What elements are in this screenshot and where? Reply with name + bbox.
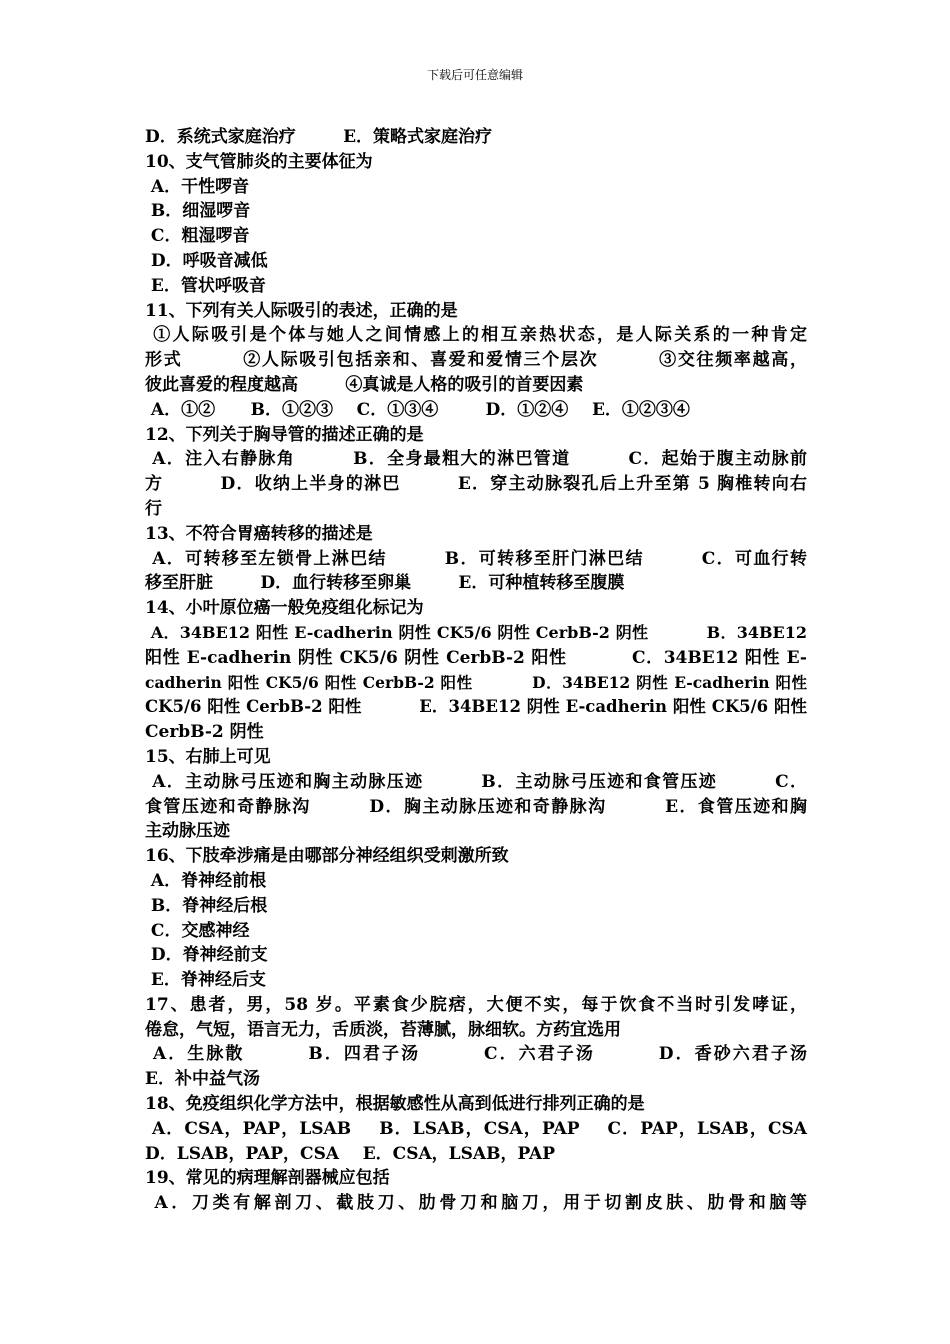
text-line: A．①② B．①②③ C．①③④ D．①②④ E．①②③④ xyxy=(145,399,690,420)
text-line: 18、免疫组织化学方法中，根据敏感性从高到低进行排列正确的是 xyxy=(145,1094,645,1115)
text-line: cadherin 阳性 CK5/6 阳性 CerbB-2 阳性 D．34BE12 阴性 E-cadherin 阳性 xyxy=(145,672,807,692)
text-line: 10、支气管肺炎的主要体征为 xyxy=(145,151,373,172)
text-line: B．细湿啰音 xyxy=(145,201,251,222)
text-line: 11、下列有关人际吸引的表述，正确的是 xyxy=(145,300,458,321)
text-line: D．LSAB，PAP，CSA E．CSA，LSAB，PAP xyxy=(145,1143,555,1164)
text-line: 14、小叶原位癌一般免疫组化标记为 xyxy=(145,598,424,619)
text-line: 12、下列关于胸导管的描述正确的是 xyxy=(145,424,424,445)
text-line: D．脊神经前支 xyxy=(145,945,268,966)
text-line: D．呼吸音减低 xyxy=(145,250,268,271)
text-line: A．CSA，PAP，LSAB B．LSAB，CSA，PAP C．PAP，LSAB，CSA xyxy=(145,1118,807,1139)
text-line: 彼此喜爱的程度越高 ④真诚是人格的吸引的首要因素 xyxy=(145,374,584,395)
text-line: A．34BE12 阳性 E-cadherin 阴性 CK5/6 阴性 CerbB-2 阴性 B．34BE12 xyxy=(145,622,807,642)
text-line: C．粗湿啰音 xyxy=(145,226,250,247)
text-line: CerbB-2 阴性 xyxy=(145,722,264,743)
text-line: A．可转移至左锁骨上淋巴结 B．可转移至肝门淋巴结 C．可血行转 xyxy=(145,548,807,569)
text-line: A．刀类有解剖刀、截肢刀、肋骨刀和脑刀，用于切割皮肤、肋骨和脑等 xyxy=(145,1193,807,1214)
text-line: 15、右肺上可见 xyxy=(145,746,271,767)
page-header: 下载后可任意编辑 xyxy=(426,68,523,82)
text-line: 行 xyxy=(145,498,162,519)
text-line: C．交感神经 xyxy=(145,920,250,941)
text-line: E．补中益气汤 xyxy=(145,1069,260,1090)
text-line: 17、患者，男，58 岁。平素食少脘痞，大便不实，每于饮食不当时引发哮证， xyxy=(145,994,807,1015)
text-line: ①人际吸引是个体与她人之间情感上的相互亲热状态，是人际关系的一种肯定 xyxy=(145,325,807,346)
text-line: 主动脉压迹 xyxy=(145,821,230,842)
text-line: B．脊神经后根 xyxy=(145,895,268,916)
text-line: A．主动脉弓压迹和胸主动脉压迹 B．主动脉弓压迹和食管压迹 C． xyxy=(145,771,807,792)
text-line: 倦怠，气短，语言无力，舌质淡，苔薄腻，脉细软。方药宜选用 xyxy=(145,1019,621,1040)
text-line: A．注入右静脉角 B．全身最粗大的淋巴管道 C．起始于腹主动脉前 xyxy=(145,449,807,470)
text-line: CK5/6 阳性 CerbB-2 阳性 E．34BE12 阴性 E-cadherin 阳性 CK5/6 阳性 xyxy=(145,697,807,717)
text-line: A．生脉散 B．四君子汤 C．六君子汤 D．香砂六君子汤 xyxy=(145,1044,807,1065)
text-line: 方 D．收纳上半身的淋巴 E．穿主动脉裂孔后上升至第 5 胸椎转向右 xyxy=(145,474,807,495)
text-line: 阳性 E-cadherin 阴性 CK5/6 阴性 CerbB-2 阳性 C．34BE12 阳性 E- xyxy=(145,647,807,668)
text-line: E．脊神经后支 xyxy=(145,970,266,991)
text-line: A．脊神经前根 xyxy=(145,870,267,891)
text-line: 形式 ②人际吸引包括亲和、喜爱和爱情三个层次 ③交往频率越高， xyxy=(145,350,807,371)
text-line: 食管压迹和奇静脉沟 D．胸主动脉压迹和奇静脉沟 E．食管压迹和胸 xyxy=(145,796,807,817)
text-line: 移至肝脏 D．血行转移至卵巢 E．可种植转移至腹膜 xyxy=(145,573,625,594)
document-body xyxy=(145,125,807,1216)
text-line: 16、下肢牵涉痛是由哪部分神经组织受刺激所致 xyxy=(145,846,509,867)
text-line: E．管状呼吸音 xyxy=(145,275,266,296)
text-line: 19、常见的病理解剖器械应包括 xyxy=(145,1168,390,1189)
text-line: D．系统式家庭治疗 E．策略式家庭治疗 xyxy=(145,127,493,147)
text-line: 13、不符合胃癌转移的描述是 xyxy=(145,523,373,544)
text-line: A．干性啰音 xyxy=(145,176,250,197)
